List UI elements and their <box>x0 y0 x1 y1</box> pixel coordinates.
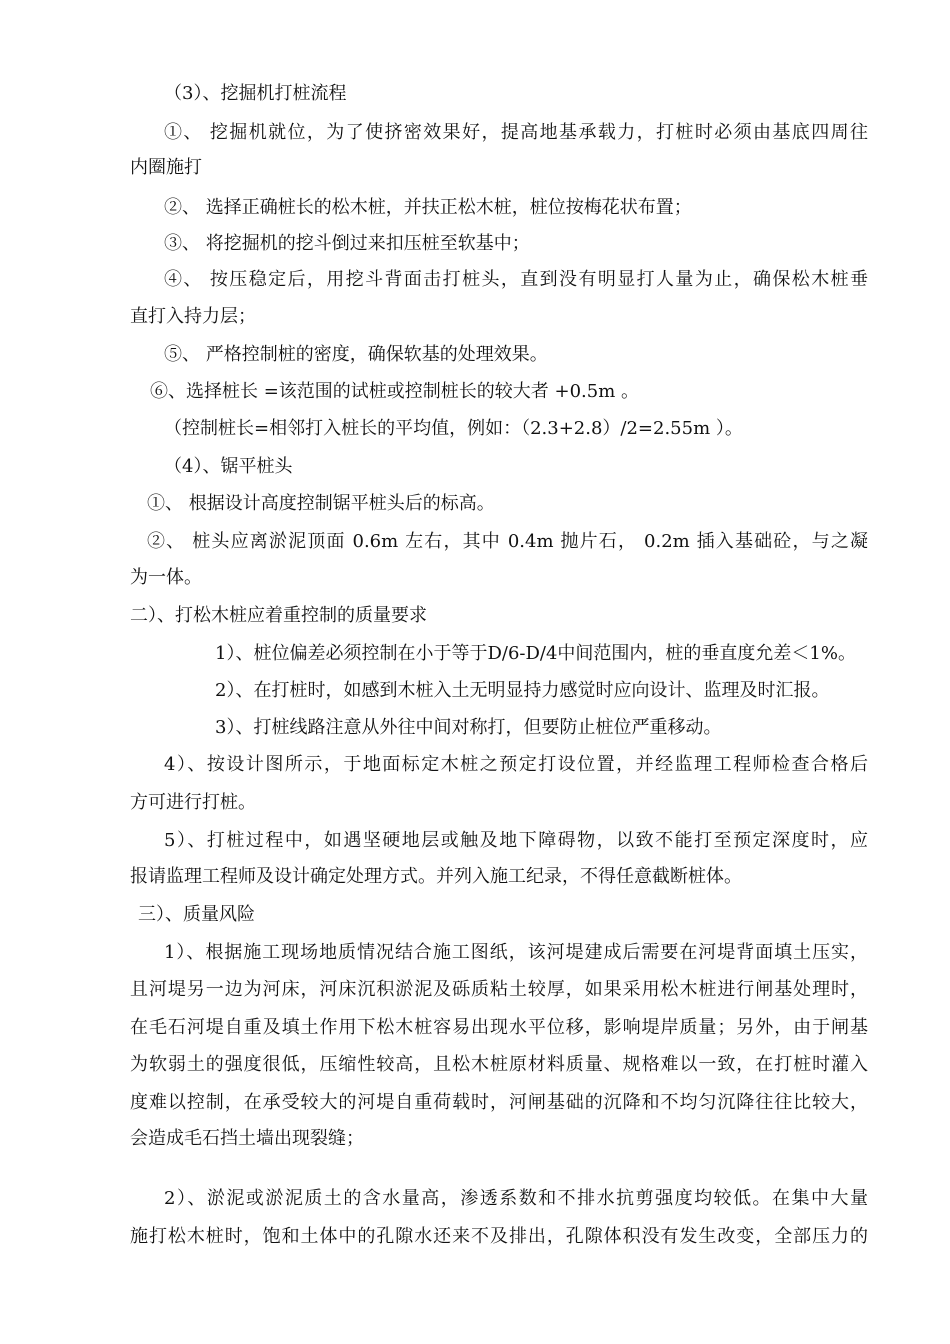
paragraph-line: 2）、在打桩时，如感到木桩入土无明显持力感觉时应向设计、监理及时汇报。 <box>215 680 830 701</box>
heading-quality-risk: 三）、质量风险 <box>138 904 255 925</box>
paragraph-line: 报请监理工程师及设计确定处理方式。并列入施工纪录，不得任意截断桩体。 <box>130 866 742 887</box>
paragraph-line: 且河堤另一边为河床，河床沉积淤泥及砾质粘土较厚，如果采用松木桩进行闸基处理时， <box>130 979 868 1000</box>
paragraph-line: 1）、桩位偏差必须控制在小于等于D/6-D/4中间范围内，桩的垂直度允差＜1%。 <box>215 643 856 664</box>
paragraph-line: 施打松木桩时，饱和土体中的孔隙水还来不及排出，孔隙体积没有发生改变，全部压力的 <box>130 1226 868 1247</box>
paragraph-line: 度难以控制，在承受较大的河堤自重荷载时，河闸基础的沉降和不均匀沉降往往比较大， <box>130 1092 868 1113</box>
paragraph-line: 在毛石河堤自重及填土作用下松木桩容易出现水平位移，影响堤岸质量；另外，由于闸基 <box>130 1017 868 1038</box>
heading-quality-requirements: 二）、打松木桩应着重控制的质量要求 <box>130 605 427 626</box>
paragraph-line: ④、 按压稳定后，用挖斗背面击打桩头，直到没有明显打人量为止，确保松木桩垂 <box>164 269 868 290</box>
paragraph-line: ②、 选择正确桩长的松木桩，并扶正松木桩，桩位按梅花状布置； <box>164 197 692 218</box>
paragraph-line: ①、 根据设计高度控制锯平桩头后的标高。 <box>147 493 495 514</box>
paragraph-line: 会造成毛石挡土墙出现裂缝； <box>130 1128 364 1149</box>
paragraph-line: 1）、根据施工现场地质情况结合施工图纸，该河堤建成后需要在河堤背面填土压实， <box>164 942 868 963</box>
paragraph-line: 直打入持力层； <box>130 306 256 327</box>
paragraph-line: 内圈施打 <box>130 157 202 178</box>
paragraph-line: ⑤、 严格控制桩的密度，确保软基的处理效果。 <box>164 344 548 365</box>
paragraph-line: 3）、打桩线路注意从外往中间对称打，但要防止桩位严重移动。 <box>215 717 722 738</box>
heading-excavator-piling-process: （3）、挖掘机打桩流程 <box>164 83 347 104</box>
paragraph-line: 2）、淤泥或淤泥质土的含水量高，渗透系数和不排水抗剪强度均较低。在集中大量 <box>164 1188 868 1209</box>
paragraph-line: 方可进行打桩。 <box>130 792 256 813</box>
heading-saw-pile-head: （4）、锯平桩头 <box>164 456 293 477</box>
paragraph-line: （控制桩长=相邻打入桩长的平均值，例如：（2.3+2.8）/2=2.55m ）。 <box>164 418 743 439</box>
paragraph-line: ③、 将挖掘机的挖斗倒过来扣压桩至软基中； <box>164 233 530 254</box>
paragraph-line: ①、 挖掘机就位，为了使挤密效果好，提高地基承载力，打桩时必须由基底四周往 <box>164 122 868 143</box>
paragraph-line: 4）、按设计图所示，于地面标定木桩之预定打设位置，并经监理工程师检查合格后 <box>164 754 868 775</box>
paragraph-line: 为软弱土的强度很低，压缩性较高，且松木桩原材料质量、规格难以一致，在打桩时灌入 <box>130 1054 868 1075</box>
paragraph-line: ②、 桩头应离淤泥顶面 0.6m 左右，其中 0.4m 抛片石， 0.2m 插入基础砼，与之凝 <box>147 531 868 552</box>
paragraph-line: 5）、打桩过程中，如遇坚硬地层或触及地下障碍物，以致不能打至预定深度时，应 <box>164 830 868 851</box>
paragraph-line: ⑥、选择桩长 =该范围的试桩或控制桩长的较大者 +0.5m 。 <box>150 381 640 402</box>
paragraph-line: 为一体。 <box>130 567 202 588</box>
